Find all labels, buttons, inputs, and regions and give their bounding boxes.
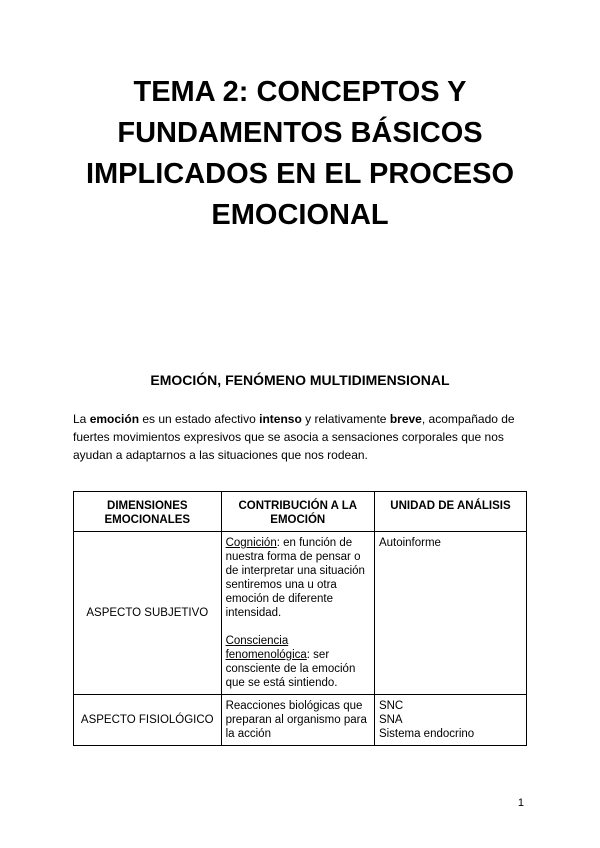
intro-paragraph [73, 410, 533, 464]
intro-bold-term: emoción [89, 412, 140, 426]
intro-text: La [73, 412, 90, 426]
awareness-definition: : ser consciente de la emoción que se está sintiendo. [225, 649, 356, 689]
cell-physiological-contribution: Reacciones biológicas que preparan al organismo para la acción [221, 695, 374, 746]
unit-item: SNC [378, 700, 404, 712]
cell-physiological-unit [374, 695, 526, 746]
cognition-definition: : en función de nuestra forma de pensar o de interpretar una situación sentiremos una u otra emoción de diferente intensidad. [225, 537, 365, 619]
title-line: TEMA 2: CONCEPTOS Y [133, 76, 467, 108]
cell-subjective-contribution [221, 532, 374, 695]
unit-item: SNA [378, 714, 403, 726]
table-row-physiological [74, 695, 527, 746]
row-label-physiological: ASPECTO FISIOLÓGICO [74, 695, 222, 746]
intro-bold-term: breve [389, 412, 422, 426]
header-contribution: CONTRIBUCIÓN A LA EMOCIÓN [221, 492, 374, 532]
title-line: EMOCIONAL [211, 199, 389, 231]
intro-text: es un estado afectivo [139, 412, 260, 426]
page-title [40, 72, 560, 236]
term-awareness: Consciencia fenomenológica [225, 635, 307, 661]
row-label-subjective: ASPECTO SUBJETIVO [74, 532, 222, 695]
section-heading: EMOCIÓN, FENÓMENO MULTIDIMENSIONAL [150, 372, 450, 388]
dimensions-table [73, 491, 527, 746]
header-dimensions: DIMENSIONES EMOCIONALES [74, 492, 222, 532]
title-line: IMPLICADOS EN EL PROCESO [85, 158, 515, 190]
table-row-subjective [74, 532, 527, 695]
term-cognition: Cognición [225, 537, 277, 549]
unit-item: Sistema endocrino [378, 728, 475, 740]
intro-bold-term: intenso [259, 412, 302, 426]
title-line: FUNDAMENTOS BÁSICOS [117, 117, 483, 149]
page-number: 1 [517, 797, 524, 809]
intro-text: y relativamente [301, 412, 390, 426]
cell-subjective-unit: Autoinforme [374, 532, 526, 695]
intro-text: , acompañado de fuertes movimientos expresivos que se asocia a sensaciones corporales que nos ayudan a adaptarnos a las situaciones que nos rodean. [73, 412, 515, 462]
header-unit: UNIDAD DE ANÁLISIS [374, 492, 526, 532]
table-header-row [74, 492, 527, 532]
